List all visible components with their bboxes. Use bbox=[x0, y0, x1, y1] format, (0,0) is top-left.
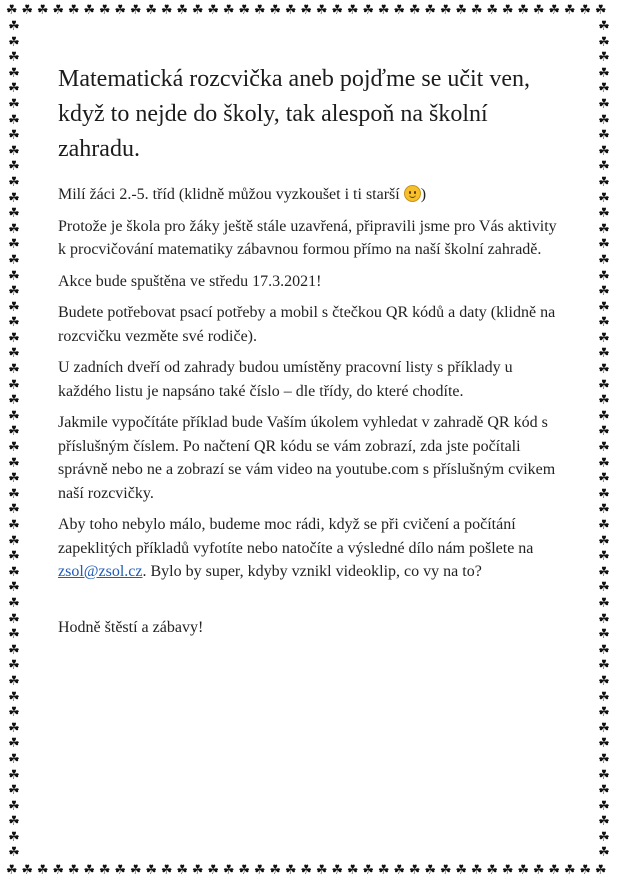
border-ornament-icon: ☘ bbox=[8, 455, 20, 471]
border-ornament-icon: ☘ bbox=[579, 4, 592, 18]
border-ornament-icon: ☘ bbox=[362, 864, 375, 878]
border-ornament-icon: ☘ bbox=[517, 4, 530, 18]
border-ornament-icon: ☘ bbox=[300, 864, 313, 878]
border-ornament-icon: ☘ bbox=[598, 502, 610, 518]
border-ornament-icon: ☘ bbox=[284, 864, 297, 878]
border-ornament-icon: ☘ bbox=[377, 4, 390, 18]
border-ornament-icon: ☘ bbox=[8, 346, 20, 362]
border-ornament-icon: ☘ bbox=[8, 595, 20, 611]
paragraph-launch-date: Akce bude spuštěna ve středu 17.3.2021! bbox=[58, 272, 322, 290]
border-ornament-icon: ☘ bbox=[598, 128, 610, 144]
border-bottom bbox=[4, 864, 614, 880]
border-ornament-icon: ☘ bbox=[8, 81, 20, 97]
border-ornament-icon: ☘ bbox=[238, 4, 251, 18]
border-ornament-icon: ☘ bbox=[207, 4, 220, 18]
border-ornament-icon: ☘ bbox=[114, 864, 127, 878]
border-ornament-icon: ☘ bbox=[8, 673, 20, 689]
border-ornament-icon: ☘ bbox=[598, 829, 610, 845]
border-ornament-icon: ☘ bbox=[598, 190, 610, 206]
greeting bbox=[58, 183, 558, 207]
paragraph-requirements: Budete potřebovat psací potřeby a mobil s čtečkou QR kódů a daty (klidně na rozcvičku vezměte své rodiče). bbox=[58, 304, 556, 345]
border-ornament-icon: ☘ bbox=[83, 4, 96, 18]
border-ornament-icon: ☘ bbox=[21, 4, 34, 18]
border-ornament-icon: ☘ bbox=[8, 252, 20, 268]
border-ornament-icon: ☘ bbox=[176, 864, 189, 878]
border-ornament-icon: ☘ bbox=[598, 814, 610, 830]
border-ornament-icon: ☘ bbox=[8, 549, 20, 565]
border-ornament-icon: ☘ bbox=[8, 408, 20, 424]
border-ornament-icon: ☘ bbox=[598, 330, 610, 346]
border-ornament-icon: ☘ bbox=[8, 221, 20, 237]
border-ornament-icon: ☘ bbox=[8, 767, 20, 783]
border-ornament-icon: ☘ bbox=[8, 299, 20, 315]
border-ornament-icon: ☘ bbox=[114, 4, 127, 18]
paragraph-school-closed: Protože je škola pro žáky ještě stále uzavřená, připravili jsme pro Vás aktivity k procvičování matematiky zábavnou formou přímo na naší školní zahradě. bbox=[58, 217, 557, 258]
border-ornament-icon: ☘ bbox=[67, 4, 80, 18]
border-ornament-icon: ☘ bbox=[598, 174, 610, 190]
border-ornament-icon: ☘ bbox=[8, 268, 20, 284]
border-ornament-icon: ☘ bbox=[598, 455, 610, 471]
border-ornament-icon: ☘ bbox=[191, 864, 204, 878]
border-ornament-icon: ☘ bbox=[598, 377, 610, 393]
border-ornament-icon: ☘ bbox=[598, 50, 610, 66]
border-top bbox=[4, 4, 614, 20]
border-ornament-icon: ☘ bbox=[269, 4, 282, 18]
border-right bbox=[596, 20, 612, 864]
border-ornament-icon: ☘ bbox=[517, 864, 530, 878]
border-ornament-icon: ☘ bbox=[8, 440, 20, 456]
border-ornament-icon: ☘ bbox=[160, 4, 173, 18]
border-ornament-icon: ☘ bbox=[455, 864, 468, 878]
border-ornament-icon: ☘ bbox=[362, 4, 375, 18]
border-ornament-icon: ☘ bbox=[439, 4, 452, 18]
border-ornament-icon: ☘ bbox=[598, 689, 610, 705]
border-ornament-icon: ☘ bbox=[8, 627, 20, 643]
border-ornament-icon: ☘ bbox=[8, 658, 20, 674]
border-ornament-icon: ☘ bbox=[598, 440, 610, 456]
border-ornament-icon: ☘ bbox=[598, 268, 610, 284]
border-ornament-icon: ☘ bbox=[598, 221, 610, 237]
border-ornament-icon: ☘ bbox=[8, 424, 20, 440]
border-ornament-icon: ☘ bbox=[532, 4, 545, 18]
border-ornament-icon: ☘ bbox=[176, 4, 189, 18]
border-ornament-icon: ☘ bbox=[5, 864, 18, 878]
border-ornament-icon: ☘ bbox=[598, 299, 610, 315]
border-ornament-icon: ☘ bbox=[8, 564, 20, 580]
border-ornament-icon: ☘ bbox=[598, 845, 610, 861]
border-ornament-icon: ☘ bbox=[8, 206, 20, 222]
border-ornament-icon: ☘ bbox=[145, 864, 158, 878]
border-ornament-icon: ☘ bbox=[598, 159, 610, 175]
border-ornament-icon: ☘ bbox=[346, 864, 359, 878]
border-ornament-icon: ☘ bbox=[598, 595, 610, 611]
border-ornament-icon: ☘ bbox=[486, 4, 499, 18]
border-ornament-icon: ☘ bbox=[408, 864, 421, 878]
border-ornament-icon: ☘ bbox=[67, 864, 80, 878]
border-ornament-icon: ☘ bbox=[8, 362, 20, 378]
border-ornament-icon: ☘ bbox=[36, 864, 49, 878]
document-body bbox=[58, 62, 558, 647]
border-ornament-icon: ☘ bbox=[470, 864, 483, 878]
border-ornament-icon: ☘ bbox=[8, 284, 20, 300]
border-ornament-icon: ☘ bbox=[598, 751, 610, 767]
border-ornament-icon: ☘ bbox=[408, 4, 421, 18]
border-ornament-icon: ☘ bbox=[8, 642, 20, 658]
border-ornament-icon: ☘ bbox=[424, 864, 437, 878]
border-ornament-icon: ☘ bbox=[8, 736, 20, 752]
border-ornament-icon: ☘ bbox=[52, 864, 65, 878]
border-ornament-icon: ☘ bbox=[455, 4, 468, 18]
border-ornament-icon: ☘ bbox=[253, 4, 266, 18]
border-ornament-icon: ☘ bbox=[8, 533, 20, 549]
border-ornament-icon: ☘ bbox=[8, 502, 20, 518]
border-ornament-icon: ☘ bbox=[8, 845, 20, 861]
border-ornament-icon: ☘ bbox=[129, 4, 142, 18]
border-ornament-icon: ☘ bbox=[598, 20, 610, 34]
border-ornament-icon: ☘ bbox=[8, 50, 20, 66]
border-ornament-icon: ☘ bbox=[598, 471, 610, 487]
photos-text-before: Aby toho nebylo málo, budeme moc rádi, když se při cvičení a počítání zapeklitých příkladů vyfotíte nebo natočíte a výsledné dílo nám pošlete na bbox=[58, 516, 534, 557]
border-ornament-icon: ☘ bbox=[501, 4, 514, 18]
border-ornament-icon: ☘ bbox=[36, 4, 49, 18]
border-ornament-icon: ☘ bbox=[222, 4, 235, 18]
border-ornament-icon: ☘ bbox=[8, 128, 20, 144]
border-ornament-icon: ☘ bbox=[501, 864, 514, 878]
border-ornament-icon: ☘ bbox=[598, 362, 610, 378]
border-ornament-icon: ☘ bbox=[8, 798, 20, 814]
border-ornament-icon: ☘ bbox=[598, 408, 610, 424]
border-ornament-icon: ☘ bbox=[598, 705, 610, 721]
email-link[interactable]: zsol@zsol.cz bbox=[58, 563, 143, 580]
border-ornament-icon: ☘ bbox=[98, 864, 111, 878]
border-ornament-icon: ☘ bbox=[598, 34, 610, 50]
border-ornament-icon: ☘ bbox=[8, 486, 20, 502]
border-ornament-icon: ☘ bbox=[377, 864, 390, 878]
border-ornament-icon: ☘ bbox=[8, 689, 20, 705]
border-ornament-icon: ☘ bbox=[145, 4, 158, 18]
border-ornament-icon: ☘ bbox=[238, 864, 251, 878]
border-ornament-icon: ☘ bbox=[579, 864, 592, 878]
border-ornament-icon: ☘ bbox=[598, 486, 610, 502]
border-ornament-icon: ☘ bbox=[598, 346, 610, 362]
border-ornament-icon: ☘ bbox=[284, 4, 297, 18]
border-ornament-icon: ☘ bbox=[129, 864, 142, 878]
border-ornament-icon: ☘ bbox=[598, 81, 610, 97]
border-ornament-icon: ☘ bbox=[598, 518, 610, 533]
border-ornament-icon: ☘ bbox=[594, 4, 607, 18]
border-ornament-icon: ☘ bbox=[8, 393, 20, 409]
border-ornament-icon: ☘ bbox=[8, 751, 20, 767]
border-ornament-icon: ☘ bbox=[598, 393, 610, 409]
border-ornament-icon: ☘ bbox=[598, 65, 610, 81]
border-ornament-icon: ☘ bbox=[598, 658, 610, 674]
border-ornament-icon: ☘ bbox=[598, 564, 610, 580]
border-left bbox=[6, 20, 22, 864]
border-ornament-icon: ☘ bbox=[83, 864, 96, 878]
border-ornament-icon: ☘ bbox=[8, 65, 20, 81]
border-ornament-icon: ☘ bbox=[8, 611, 20, 627]
border-ornament-icon: ☘ bbox=[598, 611, 610, 627]
border-ornament-icon: ☘ bbox=[8, 96, 20, 112]
border-ornament-icon: ☘ bbox=[8, 377, 20, 393]
border-ornament-icon: ☘ bbox=[8, 330, 20, 346]
border-ornament-icon: ☘ bbox=[598, 767, 610, 783]
border-ornament-icon: ☘ bbox=[8, 580, 20, 596]
border-ornament-icon: ☘ bbox=[563, 4, 576, 18]
border-ornament-icon: ☘ bbox=[160, 864, 173, 878]
border-ornament-icon: ☘ bbox=[269, 864, 282, 878]
border-ornament-icon: ☘ bbox=[598, 736, 610, 752]
document-title: Matematická rozcvička aneb pojďme se učit ven, když to nejde do školy, tak alespoň na školní zahradu. bbox=[58, 66, 530, 162]
border-ornament-icon: ☘ bbox=[594, 864, 607, 878]
border-ornament-icon: ☘ bbox=[331, 864, 344, 878]
border-ornament-icon: ☘ bbox=[8, 143, 20, 159]
closing-wish: Hodně štěstí a zábavy! bbox=[58, 618, 204, 636]
border-ornament-icon: ☘ bbox=[8, 159, 20, 175]
paragraph-photos bbox=[58, 513, 558, 584]
border-ornament-icon: ☘ bbox=[598, 112, 610, 128]
border-ornament-icon: ☘ bbox=[300, 4, 313, 18]
border-ornament-icon: ☘ bbox=[8, 315, 20, 331]
border-ornament-icon: ☘ bbox=[424, 4, 437, 18]
paragraph-qr-codes: Jakmile vypočítáte příklad bude Vaším úkolem vyhledat v zahradě QR kód s příslušným číslem. Po načtení QR kódu se vám zobrazí, zda jste počítali správně nebo ne a zobrazí se vám video na youtube.com s příslušným cvikem naší rozcvičky. bbox=[58, 414, 556, 502]
smiley-icon bbox=[404, 185, 421, 202]
border-ornament-icon: ☘ bbox=[21, 864, 34, 878]
border-ornament-icon: ☘ bbox=[207, 864, 220, 878]
border-ornament-icon: ☘ bbox=[315, 864, 328, 878]
border-ornament-icon: ☘ bbox=[598, 143, 610, 159]
border-ornament-icon: ☘ bbox=[598, 783, 610, 799]
border-ornament-icon: ☘ bbox=[8, 471, 20, 487]
border-ornament-icon: ☘ bbox=[598, 252, 610, 268]
border-ornament-icon: ☘ bbox=[532, 864, 545, 878]
border-ornament-icon: ☘ bbox=[598, 720, 610, 736]
border-ornament-icon: ☘ bbox=[331, 4, 344, 18]
border-ornament-icon: ☘ bbox=[598, 642, 610, 658]
border-ornament-icon: ☘ bbox=[8, 518, 20, 533]
border-ornament-icon: ☘ bbox=[548, 864, 561, 878]
border-ornament-icon: ☘ bbox=[8, 237, 20, 253]
border-ornament-icon: ☘ bbox=[598, 284, 610, 300]
border-ornament-icon: ☘ bbox=[8, 174, 20, 190]
border-ornament-icon: ☘ bbox=[52, 4, 65, 18]
border-ornament-icon: ☘ bbox=[191, 4, 204, 18]
border-ornament-icon: ☘ bbox=[470, 4, 483, 18]
border-ornament-icon: ☘ bbox=[8, 829, 20, 845]
border-ornament-icon: ☘ bbox=[253, 864, 266, 878]
border-ornament-icon: ☘ bbox=[598, 673, 610, 689]
greeting-text: Milí žáci 2.-5. tříd (klidně můžou vyzkoušet i ti starší bbox=[58, 186, 400, 203]
border-ornament-icon: ☘ bbox=[5, 4, 18, 18]
border-ornament-icon: ☘ bbox=[315, 4, 328, 18]
border-ornament-icon: ☘ bbox=[598, 627, 610, 643]
border-ornament-icon: ☘ bbox=[8, 720, 20, 736]
border-ornament-icon: ☘ bbox=[598, 533, 610, 549]
border-ornament-icon: ☘ bbox=[598, 315, 610, 331]
border-ornament-icon: ☘ bbox=[563, 864, 576, 878]
border-ornament-icon: ☘ bbox=[393, 4, 406, 18]
border-ornament-icon: ☘ bbox=[346, 4, 359, 18]
border-ornament-icon: ☘ bbox=[98, 4, 111, 18]
greeting-end: ) bbox=[420, 186, 427, 203]
border-ornament-icon: ☘ bbox=[598, 798, 610, 814]
border-ornament-icon: ☘ bbox=[8, 20, 20, 34]
photos-text-after: . Bylo by super, kdyby vznikl videoklip, co vy na to? bbox=[142, 563, 482, 580]
border-ornament-icon: ☘ bbox=[598, 96, 610, 112]
border-ornament-icon: ☘ bbox=[8, 190, 20, 206]
border-ornament-icon: ☘ bbox=[439, 864, 452, 878]
paragraph-worksheets: U zadních dveří od zahrady budou umístěny pracovní listy s příklady u každého listu je napsáno také číslo – dle třídy, do které chodíte. bbox=[58, 359, 513, 400]
border-ornament-icon: ☘ bbox=[8, 705, 20, 721]
border-ornament-icon: ☘ bbox=[598, 580, 610, 596]
border-ornament-icon: ☘ bbox=[8, 814, 20, 830]
border-ornament-icon: ☘ bbox=[8, 112, 20, 128]
border-ornament-icon: ☘ bbox=[486, 864, 499, 878]
border-ornament-icon: ☘ bbox=[222, 864, 235, 878]
border-ornament-icon: ☘ bbox=[598, 237, 610, 253]
border-ornament-icon: ☘ bbox=[598, 549, 610, 565]
border-ornament-icon: ☘ bbox=[598, 206, 610, 222]
border-ornament-icon: ☘ bbox=[548, 4, 561, 18]
border-ornament-icon: ☘ bbox=[598, 424, 610, 440]
border-ornament-icon: ☘ bbox=[8, 783, 20, 799]
border-ornament-icon: ☘ bbox=[8, 34, 20, 50]
border-ornament-icon: ☘ bbox=[393, 864, 406, 878]
